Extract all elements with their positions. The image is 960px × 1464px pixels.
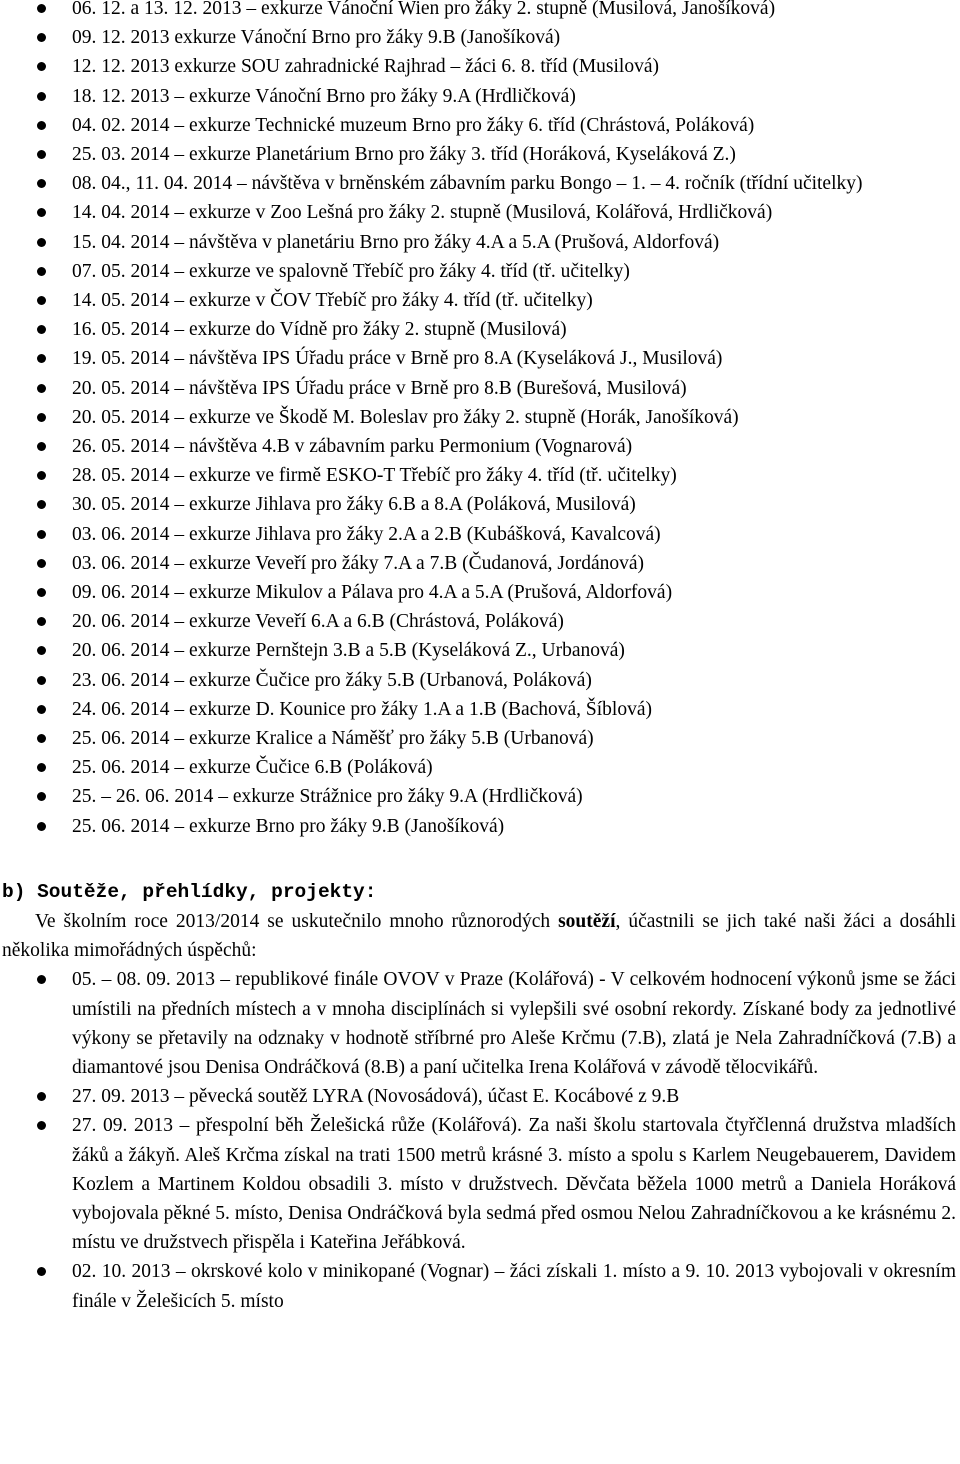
list-item-text: 27. 09. 2013 – přespolní běh Želešická růže (Kolářová). Za naši školu startovala čtyřčlenná družstva mladších žáků a žákyň. Aleš Krčma získal na trati 1500 metrů krásné 3. místo a spolu s Karlem Neugebauerem, Davidem Kozlem a Martinem Koldou obsadili 3. místo v družstvech. Děvčata běžela 1000 metrů a Daniela Horáková vybojovala pěkné 5. místo, Denisa Ondráčková byla sedmá před osmou Nelou Zahradníčkovou a ke krásnému 2. místu ve družstvech přispěla i Kateřina Jeřábková.	[72, 1115, 956, 1254]
list-item-text: 14. 05. 2014 – exkurze v ČOV Třebíč pro žáky 4. tříd (tř. učitelky)	[72, 290, 593, 312]
bullet-icon	[37, 705, 46, 714]
list-item-text: 08. 04., 11. 04. 2014 – návštěva v brněnském zábavním parku Bongo – 1. – 4. ročník (třídní učitelky)	[72, 173, 863, 195]
bullet-icon	[37, 763, 46, 772]
list-item	[0, 111, 960, 140]
list-item	[0, 461, 960, 490]
list-item-text: 16. 05. 2014 – exkurze do Vídně pro žáky 2. stupně (Musilová)	[72, 319, 567, 341]
list-item	[0, 812, 960, 841]
bullet-icon	[37, 62, 46, 71]
bullet-icon	[37, 296, 46, 305]
bullet-icon	[37, 676, 46, 685]
list-item	[0, 198, 960, 227]
bullet-icon	[37, 500, 46, 509]
list-item	[0, 432, 960, 461]
list-item-text: 03. 06. 2014 – exkurze Veveří pro žáky 7.A a 7.B (Čudanová, Jordánová)	[72, 552, 645, 574]
bullet-icon	[37, 4, 46, 13]
intro-text-end: , účastnili se jich také naši žáci a dosáhli několika mimořádných úspěchů:	[2, 910, 956, 962]
list-item	[0, 169, 960, 198]
list-item	[0, 965, 960, 1082]
list-item	[0, 695, 960, 724]
bullet-icon	[37, 179, 46, 188]
bullet-icon	[37, 267, 46, 276]
list-item	[0, 257, 960, 286]
list-item	[0, 140, 960, 169]
list-item	[0, 1082, 960, 1111]
list-item-text: 19. 05. 2014 – návštěva IPS Úřadu práce v Brně pro 8.A (Kyseláková J., Musilová)	[72, 348, 723, 370]
bullet-icon	[37, 384, 46, 393]
section-intro	[0, 907, 960, 965]
list-item	[0, 286, 960, 315]
bullet-icon	[37, 325, 46, 334]
list-item	[0, 549, 960, 578]
list-item	[0, 636, 960, 665]
list-item-text: 25. 03. 2014 – exkurze Planetárium Brno pro žáky 3. tříd (Horáková, Kyseláková Z.)	[72, 144, 736, 166]
list-item-text: 27. 09. 2013 – pěvecká soutěž LYRA (Novosádová), účast E. Kocábové z 9.B	[72, 1086, 680, 1108]
list-item	[0, 0, 960, 23]
bullet-icon	[37, 150, 46, 159]
list-item-text: 25. 06. 2014 – exkurze Čučice 6.B (Poláková)	[72, 757, 433, 779]
list-item-text: 09. 06. 2014 – exkurze Mikulov a Pálava pro 4.A a 5.A (Prušová, Aldorfová)	[72, 582, 673, 604]
bullet-icon	[37, 822, 46, 831]
list-item	[0, 403, 960, 432]
list-item-text: 09. 12. 2013 exkurze Vánoční Brno pro žáky 9.B (Janošíková)	[72, 27, 561, 49]
list-item	[0, 607, 960, 636]
bullet-icon	[37, 121, 46, 130]
list-item-text: 25. – 26. 06. 2014 – exkurze Strážnice pro žáky 9.A (Hrdličková)	[72, 786, 583, 808]
bullet-icon	[37, 354, 46, 363]
bullet-icon	[37, 646, 46, 655]
bullet-icon	[37, 792, 46, 801]
list-item	[0, 724, 960, 753]
list-item	[0, 782, 960, 811]
list-item-text: 20. 05. 2014 – exkurze ve Škodě M. Boleslav pro žáky 2. stupně (Horák, Janošíková)	[72, 406, 739, 428]
list-item	[0, 344, 960, 373]
bullet-icon	[37, 413, 46, 422]
list-item-text: 04. 02. 2014 – exkurze Technické muzeum Brno pro žáky 6. tříd (Chrástová, Poláková)	[72, 114, 755, 136]
list-item	[0, 374, 960, 403]
list-item-text: 14. 04. 2014 – exkurze v Zoo Lešná pro žáky 2. stupně (Musilová, Kolářová, Hrdličková)	[72, 202, 773, 224]
list-item-text: 15. 04. 2014 – návštěva v planetáriu Brno pro žáky 4.A a 5.A (Prušová, Aldorfová)	[72, 231, 720, 253]
bullet-icon	[37, 559, 46, 568]
list-item-text: 23. 06. 2014 – exkurze Čučice pro žáky 5.B (Urbanová, Poláková)	[72, 669, 592, 691]
list-item-text: 30. 05. 2014 – exkurze Jihlava pro žáky 6.B a 8.A (Poláková, Musilová)	[72, 494, 636, 516]
list-item-text: 20. 06. 2014 – exkurze Veveří 6.A a 6.B (Chrástová, Poláková)	[72, 611, 564, 633]
bullet-icon	[37, 975, 46, 984]
bullet-icon	[37, 530, 46, 539]
list-item-text: 25. 06. 2014 – exkurze Kralice a Náměšť pro žáky 5.B (Urbanová)	[72, 728, 594, 750]
list-item-text: 06. 12. a 13. 12. 2013 – exkurze Vánoční Wien pro žáky 2. stupně (Musilová, Janošíková)	[72, 0, 776, 19]
list-item-text: 20. 06. 2014 – exkurze Pernštejn 3.B a 5.B (Kyseláková Z., Urbanová)	[72, 640, 625, 662]
list-item	[0, 1257, 960, 1315]
list-item	[0, 23, 960, 52]
bullet-icon	[37, 617, 46, 626]
list-item	[0, 315, 960, 344]
bullet-icon	[37, 1121, 46, 1130]
list-item	[0, 1111, 960, 1257]
list-item-text: 02. 10. 2013 – okrskové kolo v minikopané (Vognar) – žáci získali 1. místo a 9. 10. 2013 vybojovali v okresním finále v Želešicích 5. místo	[72, 1261, 956, 1312]
list-item-text: 28. 05. 2014 – exkurze ve firmě ESKO-T Třebíč pro žáky 4. tříd (tř. učitelky)	[72, 465, 677, 487]
competition-list	[0, 965, 960, 1315]
list-item	[0, 228, 960, 257]
bullet-icon	[37, 734, 46, 743]
list-item-text: 26. 05. 2014 – návštěva 4.B v zábavním parku Permonium (Vognarová)	[72, 436, 633, 458]
list-item	[0, 52, 960, 81]
list-item-text: 03. 06. 2014 – exkurze Jihlava pro žáky 2.A a 2.B (Kubášková, Kavalcová)	[72, 523, 661, 545]
intro-text-start: Ve školním roce 2013/2014 se uskutečnilo mnoho různorodých	[35, 910, 559, 932]
list-item-text: 18. 12. 2013 – exkurze Vánoční Brno pro žáky 9.A (Hrdličková)	[72, 85, 576, 107]
bullet-icon	[37, 588, 46, 597]
list-item	[0, 82, 960, 111]
intro-text-bold: soutěží	[558, 910, 616, 932]
list-item	[0, 578, 960, 607]
list-item	[0, 666, 960, 695]
bullet-icon	[37, 1267, 46, 1276]
list-item	[0, 520, 960, 549]
list-item-text: 07. 05. 2014 – exkurze ve spalovně Třebíč pro žáky 4. tříd (tř. učitelky)	[72, 260, 630, 282]
bullet-icon	[37, 208, 46, 217]
bullet-icon	[37, 92, 46, 101]
bullet-icon	[37, 33, 46, 42]
list-item-text: 05. – 08. 09. 2013 – republikové finále OVOV v Praze (Kolářová) - V celkovém hodnocení výkonů jsme se žáci umístili na předních místech a v mnoha disciplínách si vylepšili své osobní rekordy. Získané body za jednotlivé výkony se přetavily na odznaky v hodnotě stříbrné pro Aleše Krčmu (7.B), zlatá je Nela Zahradníčková (7.B) a diamantové jsou Denisa Ondráčková (8.B) a paní učitelka Irena Kolářová v závodě tělocvikářů.	[72, 969, 956, 1078]
list-item-text: 24. 06. 2014 – exkurze D. Kounice pro žáky 1.A a 1.B (Bachová, Šíblová)	[72, 698, 652, 720]
list-item-text: 20. 05. 2014 – návštěva IPS Úřadu práce v Brně pro 8.B (Burešová, Musilová)	[72, 377, 687, 399]
bullet-icon	[37, 442, 46, 451]
list-item	[0, 753, 960, 782]
bullet-icon	[37, 471, 46, 480]
list-item	[0, 490, 960, 519]
section-title: b) Soutěže, přehlídky, projekty:	[2, 880, 377, 903]
list-item-text: 12. 12. 2013 exkurze SOU zahradnické Rajhrad – žáci 6. 8. tříd (Musilová)	[72, 56, 659, 78]
bullet-icon	[37, 238, 46, 247]
bullet-icon	[37, 1092, 46, 1101]
list-item-text: 25. 06. 2014 – exkurze Brno pro žáky 9.B (Janošíková)	[72, 815, 505, 837]
